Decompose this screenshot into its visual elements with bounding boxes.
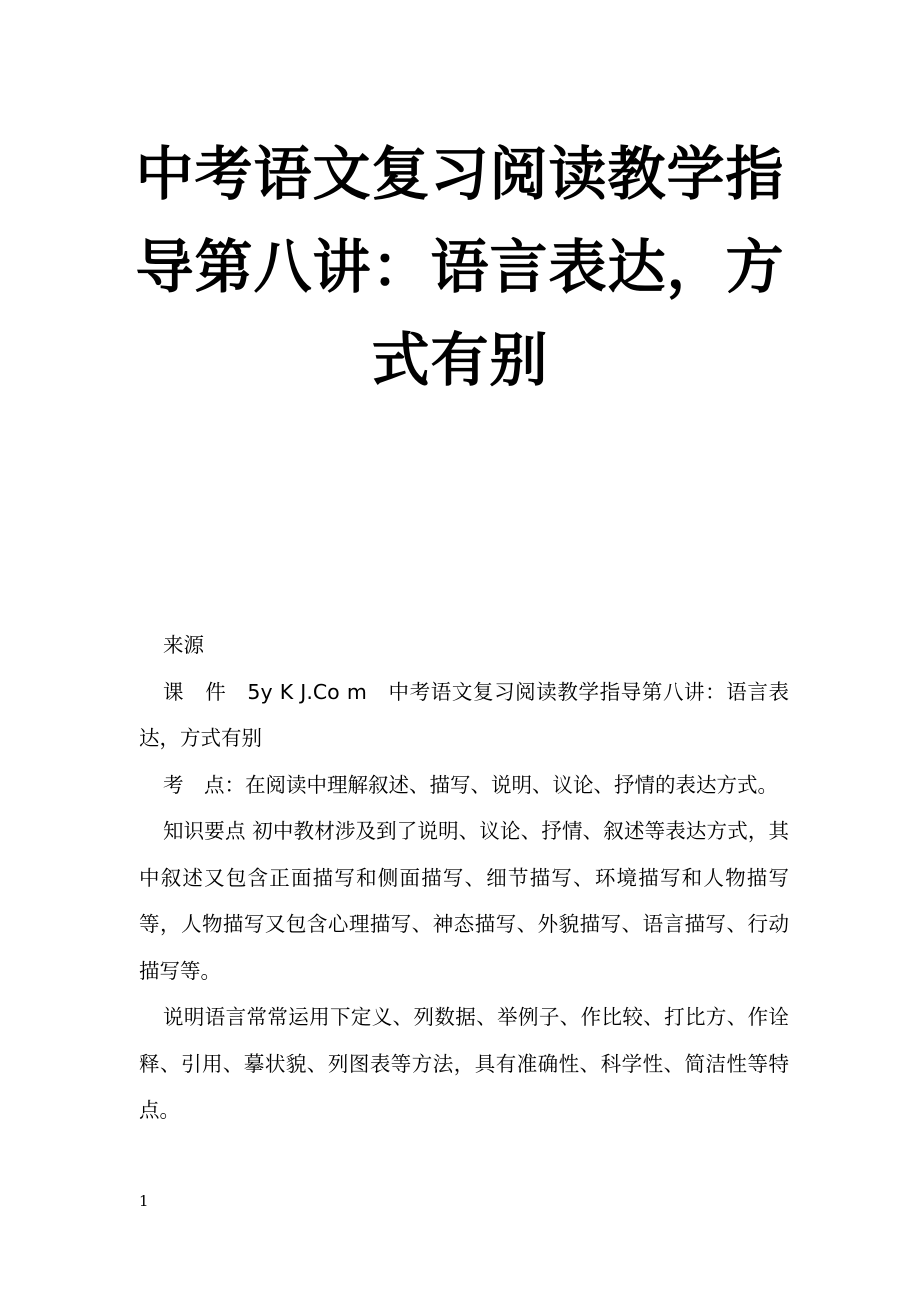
- document-title: 中考语文复习阅读教学指导第八讲：语言表达，方式有别: [135, 140, 785, 394]
- paragraph-exam-point: 考 点：在阅读中理解叙述、描写、说明、议论、抒情的表达方式。: [163, 772, 778, 797]
- paragraph-source: 来源: [163, 633, 204, 657]
- document-body: [139, 622, 789, 1134]
- paragraph-courseware: 课 件 5y K J.Co m 中考语文复习阅读教学指导第八讲：语言表达，方式有别: [139, 679, 789, 750]
- paragraph-explanatory-language: 说明语言常常运用下定义、列数据、举例子、作比较、打比方、作诠释、引用、摹状貌、列图表等方法，具有准确性、科学性、简洁性等特点。: [139, 1005, 789, 1122]
- page-number: 1: [139, 1192, 149, 1210]
- paragraph-knowledge-points: 知识要点 初中教材涉及到了说明、议论、抒情、叙述等表达方式，其中叙述又包含正面描写和侧面描写、细节描写、环境描写和人物描写等，人物描写又包含心理描写、神态描写、外貌描写、语言描写、行动描写等。: [139, 819, 789, 983]
